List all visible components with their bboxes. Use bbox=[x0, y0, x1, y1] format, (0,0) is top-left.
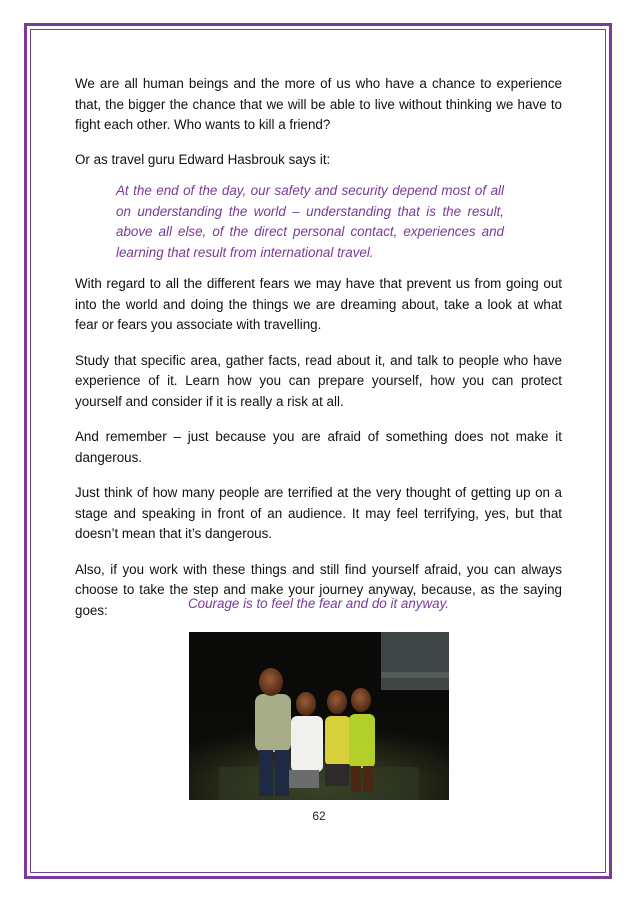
paragraph-4: Study that specific area, gather facts, read about it, and talk to people who have experience of it. Learn how you can prepare yourself, how you can protect yourself and consider if it is really a risk at all. bbox=[75, 352, 562, 409]
paragraph-7: Also, if you work with these things and still find yourself afraid, you can always choose to take the step and make your journey anyway, because, as the saying goes: bbox=[75, 561, 562, 618]
page-number: 62 bbox=[312, 809, 326, 823]
paragraph-5: And remember – just because you are afraid of something does not make it dangerous. bbox=[75, 429, 562, 465]
paragraph-3: With regard to all the different fears we may have that prevent us from going out into the world and doing the things we are dreaming about, take a look at what fear or fears you associate with travelling. bbox=[75, 276, 562, 332]
block-quote: At the end of the day, our safety and security depend most of all on understanding the world – understanding that is the result, above all else, of the direct personal contact, experiences and learning that result from international travel. bbox=[116, 183, 504, 260]
page-content bbox=[75, 74, 562, 621]
paragraph-1: We are all human beings and the more of us who have a chance to experience that, the bigger the chance that we will be able to live without thinking we have to fight each other. Who wants to kill a friend? bbox=[75, 76, 562, 132]
closing-quote: Courage is to feel the fear and do it anyway. bbox=[187, 596, 450, 611]
paragraph-6: Just think of how many people are terrified at the very thought of getting up on a stage and speaking in front of an audience. It may feel terrifying, yes, but that doesn’t mean that it’s dangerous. bbox=[75, 485, 562, 541]
paragraph-2: Or as travel guru Edward Hasbrouk says it: bbox=[75, 151, 331, 167]
photo-illustration bbox=[189, 632, 449, 800]
photo-children-at-night bbox=[189, 632, 449, 800]
